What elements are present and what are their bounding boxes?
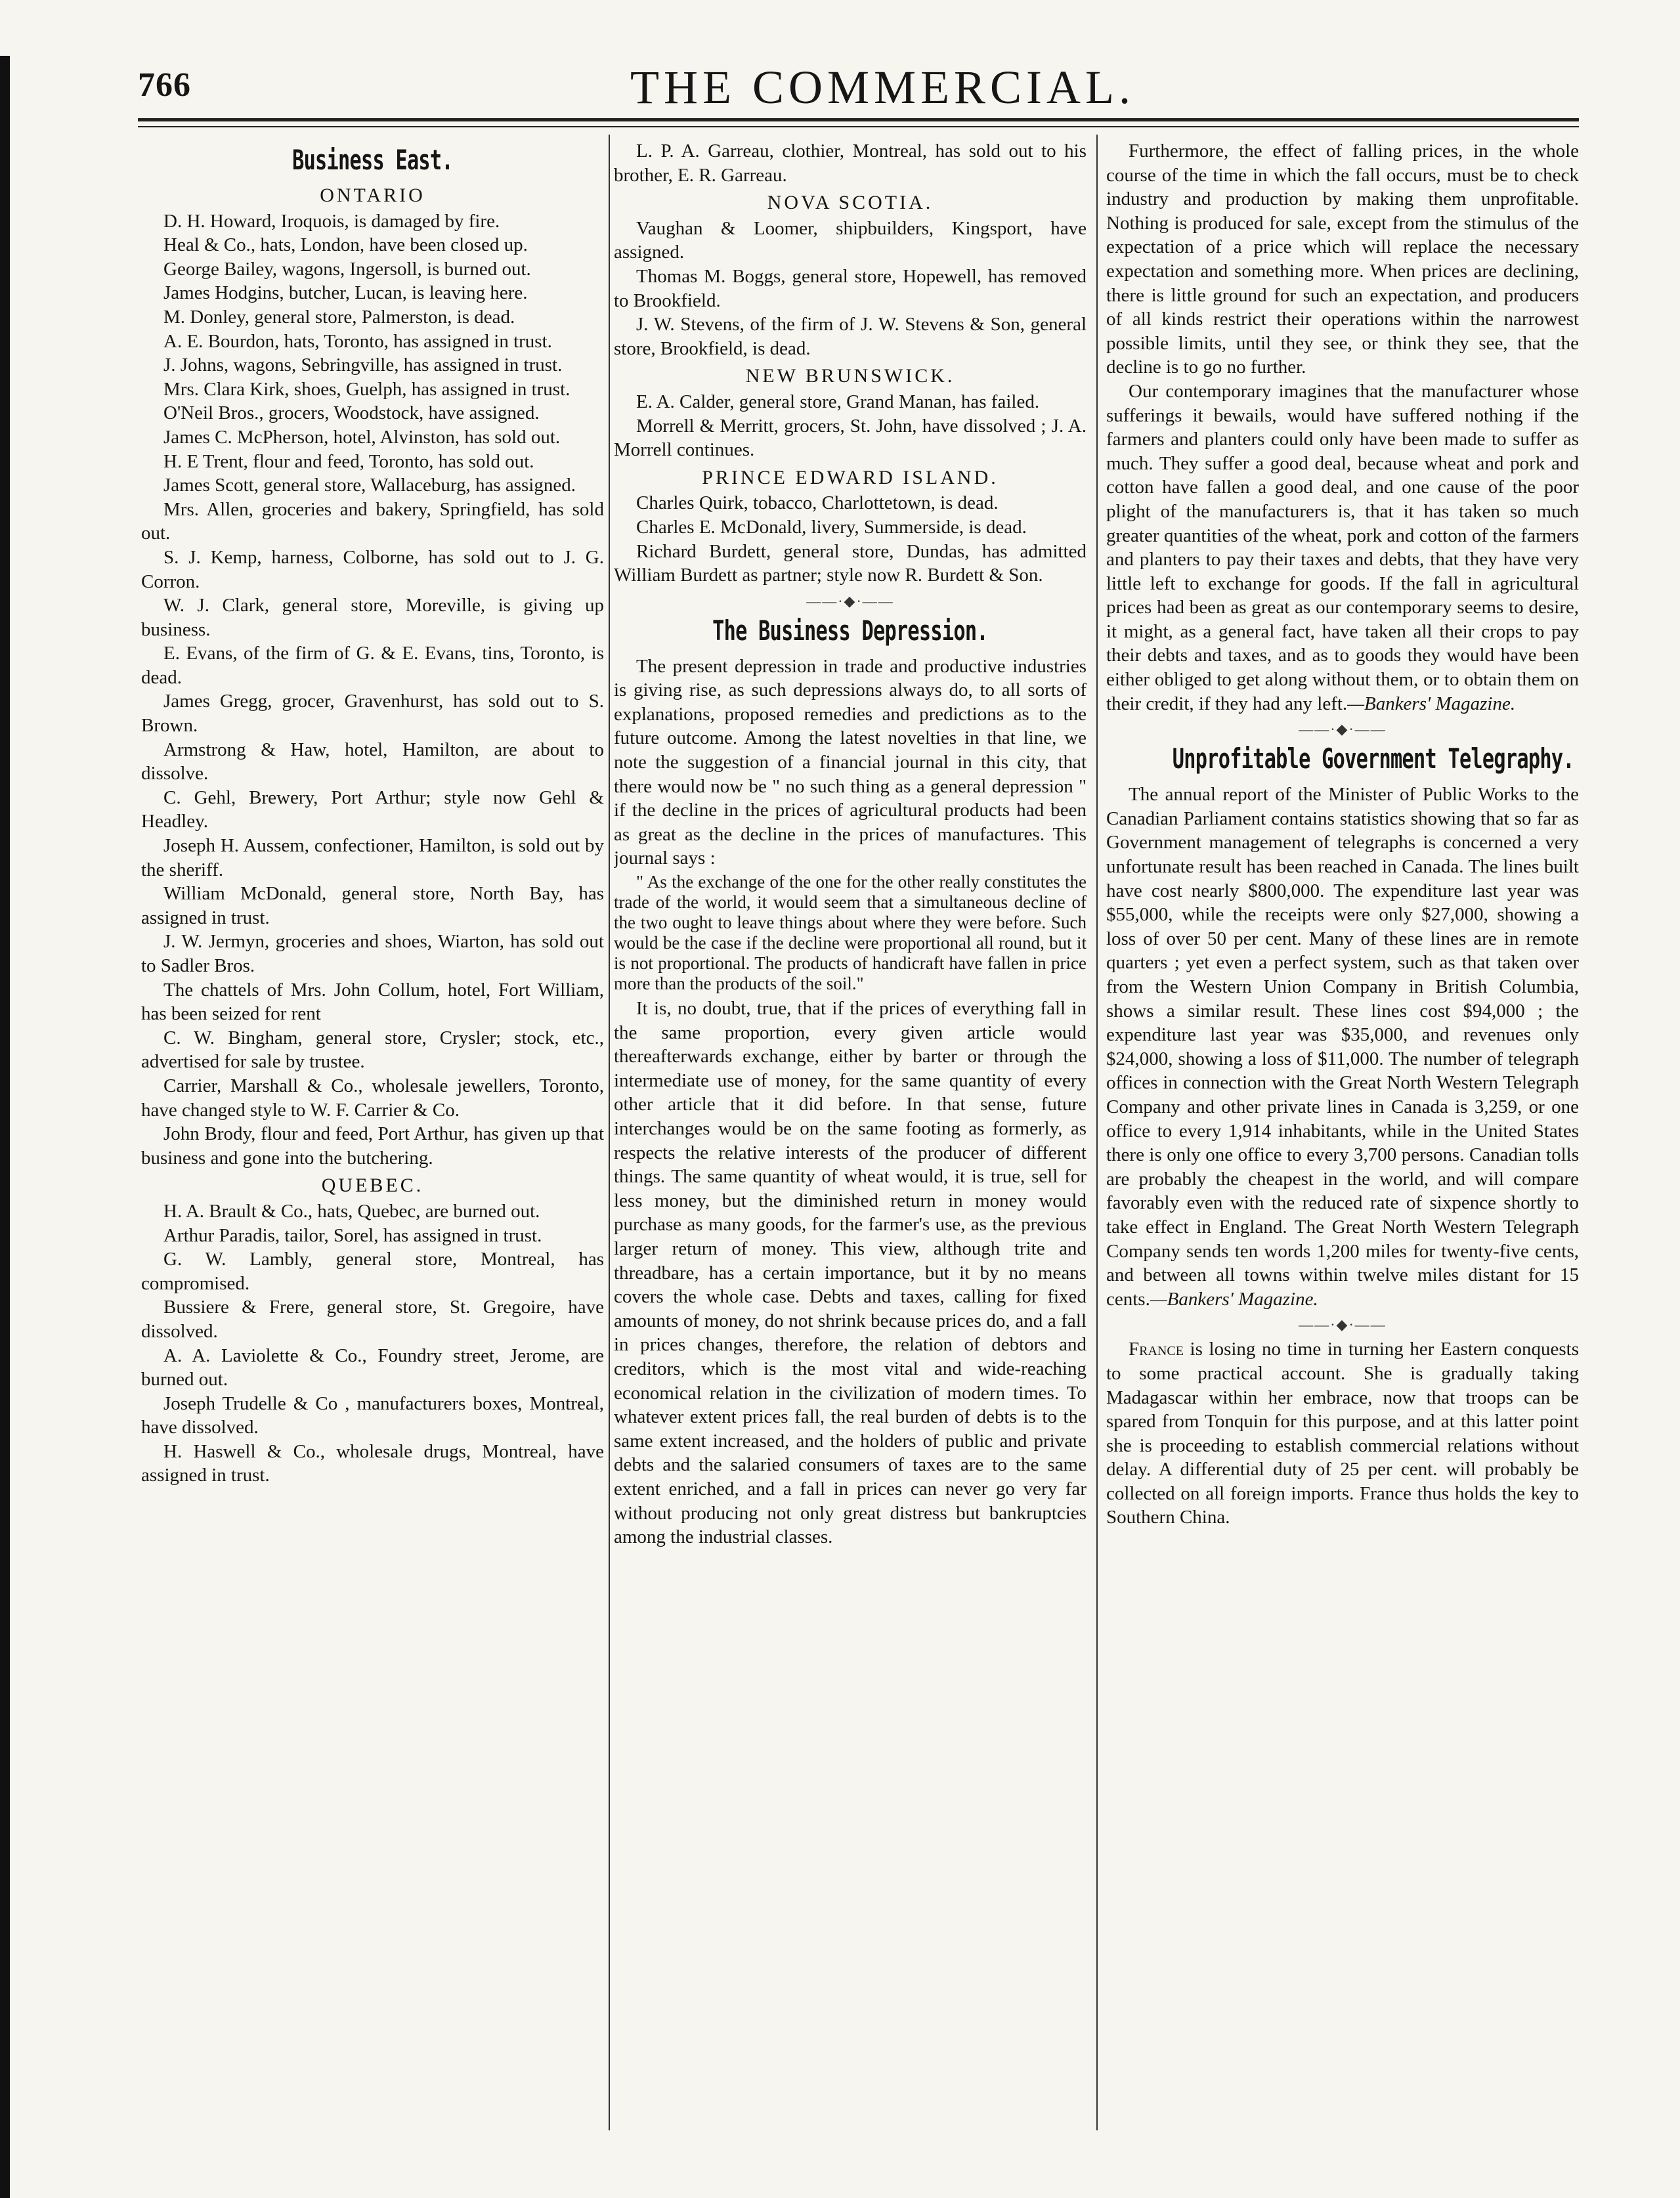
- news-item: Joseph H. Aussem, confectioner, Hamilton, is sold out by the sheriff.: [141, 835, 604, 880]
- news-item: James Gregg, grocer, Gravenhurst, has sold out to S. Brown.: [141, 691, 604, 737]
- news-item: Morrell & Merritt, grocers, St. John, have dissolved ; J. A. Morrell continues.: [614, 415, 1087, 461]
- page-edge-shadow: [0, 56, 10, 2198]
- news-item: A. E. Bourdon, hats, Toronto, has assigned in trust.: [163, 330, 552, 352]
- header-rule-thick: [138, 118, 1579, 121]
- section-heading-business-east: Business East.: [292, 144, 453, 176]
- news-item: Charles Quirk, tobacco, Charlottetown, is dead.: [636, 492, 999, 514]
- news-item: M. Donley, general store, Palmerston, is dead.: [163, 306, 515, 328]
- news-item: Thomas M. Boggs, general store, Hopewell, has removed to Brookfield.: [614, 265, 1087, 311]
- news-item: W. J. Clark, general store, Moreville, is giving up business.: [141, 595, 604, 640]
- news-item: E. A. Calder, general store, Grand Manan, has failed.: [636, 391, 1040, 412]
- subhead-prince-edward-island: PRINCE EDWARD ISLAND.: [702, 466, 999, 488]
- subhead-ontario: ONTARIO: [320, 184, 425, 206]
- news-item: H. Haswell & Co., wholesale drugs, Montreal, have assigned in trust.: [141, 1440, 604, 1486]
- article-paragraph: [1106, 1337, 1579, 1530]
- article-paragraph: Furthermore, the effect of falling prices, in the whole course of the time in which the fall occurs, must be to check industry and production by making them unprofitable. Nothing is produced for sale, except from the stimulus of the expectation of a price which will replace the necessary expectation and something more. When prices are declining, there is little ground for such an expectation, and producers of all kinds restrict their operations within the narrowest possible limits, until they see, or think they see, that the decline is to go no further.: [1106, 140, 1579, 378]
- news-item: Mrs. Allen, groceries and bakery, Springfield, has sold out.: [141, 498, 604, 544]
- news-item: George Bailey, wagons, Ingersoll, is burned out.: [163, 258, 531, 280]
- news-item: Bussiere & Frere, general store, St. Gregoire, have dissolved.: [141, 1297, 604, 1342]
- news-item: The chattels of Mrs. John Collum, hotel, Fort William, has been seized for rent: [141, 979, 604, 1025]
- article-text: is losing no time in turning her Eastern conquests to some practical account. She is gradually taking Madagascar within her embrace, now that troops can be spared from Tonquin for this purpose, and at this latter point she is proceeding to establish commercial relations without delay. A differential duty of 25 per cent. will probably be collected on all foreign imports. France thus holds the key to Southern China.: [1106, 1339, 1579, 1528]
- news-item: L. P. A. Garreau, clothier, Montreal, has sold out to his brother, E. R. Garreau.: [614, 140, 1087, 186]
- column-2: [614, 139, 1087, 2135]
- news-item: Heal & Co., hats, London, have been closed up.: [163, 234, 528, 256]
- news-item: H. A. Brault & Co., hats, Quebec, are burned out.: [163, 1200, 540, 1222]
- column-rule-left: [609, 135, 610, 2130]
- news-item: Joseph Trudelle & Co , manufacturers boxes, Montreal, have dissolved.: [141, 1392, 604, 1438]
- subhead-nova-scotia: NOVA SCOTIA.: [767, 192, 934, 214]
- header-rule-thin: [138, 126, 1579, 127]
- article-paragraph: [1106, 379, 1579, 716]
- news-item: Mrs. Clara Kirk, shoes, Guelph, has assigned in trust.: [163, 378, 571, 400]
- section-heading-government-telegraphy: Unprofitable Government Telegraphy.: [1172, 743, 1574, 775]
- news-item: J. W. Jermyn, groceries and shoes, Wiarton, has sold out to Sadler Bros.: [141, 931, 604, 976]
- masthead-title: THE COMMERCIAL.: [630, 61, 1135, 114]
- section-divider: ——·◆·——: [1299, 721, 1387, 738]
- source-citation: —Bankers' Magazine.: [1150, 1288, 1318, 1310]
- section-heading-business-depression: The Business Depression.: [712, 614, 988, 647]
- section-divider: ——·◆·——: [1299, 1316, 1387, 1333]
- news-item: John Brody, flour and feed, Port Arthur, has given up that business and gone into the butchering.: [141, 1123, 604, 1169]
- news-item: Richard Burdett, general store, Dundas, has admitted William Burdett as partner; style now R. Burdett & Son.: [614, 540, 1087, 586]
- news-item: William McDonald, general store, North Bay, has assigned in trust.: [141, 883, 604, 928]
- article-paragraph: The present depression in trade and productive industries is giving rise, as such depressions always do, to all sorts of explanations, proposed remedies and predictions as to the future outcome. Among the latest novelties in that line, we note the suggestion of a financial journal in this city, that there would now be " no such thing as a general depression " if the decline in the prices of agricultural products had been as great as the decline in the prices of manufactures. This journal says :: [614, 655, 1087, 869]
- news-item: Arthur Paradis, tailor, Sorel, has assigned in trust.: [163, 1224, 542, 1246]
- news-item: A. A. Laviolette & Co., Foundry street, Jerome, are burned out.: [141, 1345, 604, 1390]
- column-rule-right: [1096, 135, 1098, 2130]
- column-1: [141, 139, 604, 2135]
- column-3: [1106, 139, 1579, 2135]
- page-number: 766: [138, 66, 191, 104]
- news-item: D. H. Howard, Iroquois, is damaged by fire.: [163, 210, 500, 232]
- subhead-new-brunswick: NEW BRUNSWICK.: [745, 365, 955, 387]
- news-item: C. Gehl, Brewery, Port Arthur; style now Gehl & Headley.: [141, 787, 604, 832]
- article-paragraph: It is, no doubt, true, that if the prices of everything fall in the same proportion, every given article would thereafterwards exchange, either by barter or through the intermediate use of money, for the same quantity of every other article that it did before. In that sense, future interchanges would be on the same footing as formerly, as respects the relative interests of the producer of different things. The same quantity of wheat would, it is true, sell for less money, but the diminished return in money would purchase as many goods, for the farmer's use, as the previous larger return of money. This view, although trite and threadbare, has a certain importance, but it by no means covers the whole case. Debts and taxes, calling for fixed amounts of money, do not shrink because prices do, and a fall in prices changes, therefore, the relation of debtors and creditors, which is the most vital and wide-reaching economical relation in the civilization of modern times. To whatever extent prices fall, the real burden of debts is to the same extent increased, and the holders of public and private debts and the salaried consumers of taxes are to the same extent enriched, and a fall in prices can never go very far without producing not only great distress but bankruptcies among the industrial classes.: [614, 998, 1087, 1548]
- news-item: James Scott, general store, Wallaceburg, has assigned.: [163, 475, 576, 496]
- news-item: H. E Trent, flour and feed, Toronto, has sold out.: [163, 450, 534, 472]
- article-text: The annual report of the Minister of Public Works to the Canadian Parliament contains statistics showing that so far as Government management of telegraphs is concerned a very unfortunate result has been reached in Canada. The lines built have cost nearly $800,000. The expenditure last year was $55,000, while the receipts were only $27,000, showing a loss of over 50 per cent. Many of these lines are in remote quarters ; yet even a perfect system, such as that taken over from the Western Union Company in British Columbia, shows a similar result. These lines cost $94,000 ; the expenditure last year was $35,000, and revenues only $24,000, showing a loss of $11,000. The number of telegraph offices in connection with the Great North Western Telegraph Company and other private lines in Canada is 3,259, or one office to every 1,914 inhabitants, while in the United States there is only one office to every 3,700 persons. Canadian tolls are probably the cheapest in the world, and will compare favorably even with the reduced rate of sixpence shortly to take effect in England. The Great North Western Telegraph Company sends ten words 1,200 miles for twenty-five cents, and between all towns within twelve miles distant for 15 cents.: [1106, 784, 1579, 1310]
- article-text: Our contemporary imagines that the manufacturer whose sufferings it bewails, would have suffered nothing if the farmers and planters could only have been made to suffer as much. They suffer a good deal, because wheat and pork and cotton have fallen a good deal, and one cause of the poor plight of the manufacturers is, that it has taken so much greater quantities of the wheat, pork and cotton of the farmers and planters to pay their taxes and debts, that they have very little left to exchange for goods. If the fall in agricultural prices had been as great as our contemporary seems to desire, it might, as a general fact, have taken all their crops to pay their debts and taxes, and as to goods they would have been either obliged to get along without them, or to obtain them on their credit, if they had any left.: [1106, 380, 1579, 714]
- news-item: Vaughan & Loomer, shipbuilders, Kingsport, have assigned.: [614, 217, 1087, 263]
- section-divider: ——·◆·——: [806, 592, 894, 609]
- news-item: G. W. Lambly, general store, Montreal, has compromised.: [141, 1249, 604, 1294]
- article-quote: " As the exchange of the one for the other really constitutes the trade of the world, it would seem that a simultaneous decline of the two ought to leave things about where they were before. Such would be the case if the decline were proportional all round, but it is not proportional. The products of handicraft have fallen in price more than the products of the soil.": [614, 872, 1087, 994]
- news-item: C. W. Bingham, general store, Crysler; stock, etc., advertised for sale by trustee.: [141, 1027, 604, 1073]
- news-item: E. Evans, of the firm of G. & E. Evans, tins, Toronto, is dead.: [141, 643, 604, 688]
- lead-word: France: [1129, 1339, 1184, 1360]
- news-item: Carrier, Marshall & Co., wholesale jewellers, Toronto, have changed style to W. F. Carrier & Co.: [141, 1075, 604, 1121]
- news-item: J. W. Stevens, of the firm of J. W. Stevens & Son, general store, Brookfield, is dead.: [614, 314, 1087, 359]
- news-item: J. Johns, wagons, Sebringville, has assigned in trust.: [163, 355, 563, 376]
- article-paragraph: [1106, 783, 1579, 1311]
- news-item: S. J. Kemp, harness, Colborne, has sold out to J. G. Corron.: [141, 546, 604, 592]
- news-item: James C. McPherson, hotel, Alvinston, has sold out.: [163, 426, 561, 448]
- news-item: Charles E. McDonald, livery, Summerside, is dead.: [636, 516, 1027, 538]
- news-item: O'Neil Bros., grocers, Woodstock, have assigned.: [163, 402, 540, 424]
- news-item: Armstrong & Haw, hotel, Hamilton, are about to dissolve.: [141, 739, 604, 785]
- news-item: James Hodgins, butcher, Lucan, is leaving here.: [163, 282, 528, 304]
- source-citation: —Bankers' Magazine.: [1347, 693, 1516, 714]
- subhead-quebec: QUEBEC.: [321, 1174, 424, 1197]
